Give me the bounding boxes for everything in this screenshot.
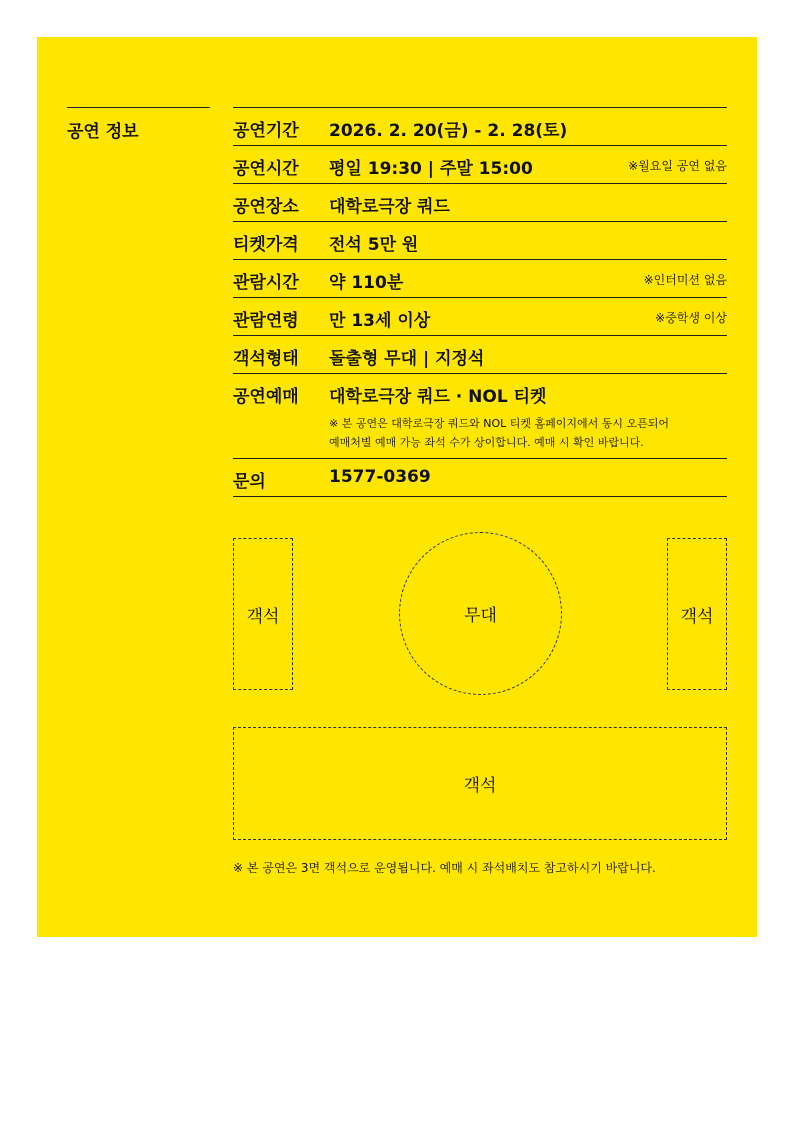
info-row-booking xyxy=(233,373,727,458)
row-note: ※월요일 공연 없음 xyxy=(628,159,727,173)
info-table xyxy=(233,107,727,497)
row-label: 문의 xyxy=(233,472,266,492)
booking-note xyxy=(329,414,727,452)
stage-area: 무대 xyxy=(399,532,562,695)
row-value: 돌출형 무대 | 지정석 xyxy=(329,349,485,369)
info-row-time xyxy=(233,145,727,183)
row-note: ※인터미션 없음 xyxy=(643,273,727,287)
row-value: 만 13세 이상 xyxy=(329,311,431,331)
info-row-price xyxy=(233,221,727,259)
row-value: 2026. 2. 20(금) - 2. 28(토) xyxy=(329,121,568,141)
seat-area-bottom: 객석 xyxy=(233,727,727,840)
info-row-contact xyxy=(233,458,727,497)
row-label: 공연장소 xyxy=(233,197,299,217)
info-row-venue xyxy=(233,183,727,221)
row-value: 1577-0369 xyxy=(329,467,431,487)
row-label: 공연예매 xyxy=(233,387,299,407)
row-label: 관람연령 xyxy=(233,311,299,331)
footnote: ※ 본 공연은 3면 객석으로 운영됩니다. 예매 시 좌석배치도 참고하시기 바랍니다. xyxy=(233,861,656,875)
row-value: 평일 19:30 | 주말 15:00 xyxy=(329,159,533,179)
info-row-seating xyxy=(233,335,727,373)
row-label: 공연기간 xyxy=(233,121,299,141)
row-value: 전석 5만 원 xyxy=(329,235,419,255)
row-label: 객석형태 xyxy=(233,349,299,369)
booking-note-line: ※ 본 공연은 대학로극장 쿼드와 NOL 티켓 홈페이지에서 동시 오픈되어 xyxy=(329,417,669,430)
row-note: ※중학생 이상 xyxy=(655,311,727,325)
info-row-period xyxy=(233,107,727,145)
section-divider xyxy=(67,107,210,108)
row-value: 대학로극장 쿼드 · NOL 티켓 xyxy=(329,387,547,407)
row-value: 약 110분 xyxy=(329,273,404,293)
seat-area-left: 객석 xyxy=(233,538,293,690)
info-row-age xyxy=(233,297,727,335)
row-value: 대학로극장 쿼드 xyxy=(329,197,450,217)
booking-note-line: 예매처별 예매 가능 좌석 수가 상이합니다. 예매 시 확인 바랍니다. xyxy=(329,436,644,449)
seat-area-right: 객석 xyxy=(667,538,727,690)
section-title: 공연 정보 xyxy=(67,122,139,142)
info-panel xyxy=(37,37,757,937)
row-label: 공연시간 xyxy=(233,159,299,179)
row-label: 관람시간 xyxy=(233,273,299,293)
info-row-duration xyxy=(233,259,727,297)
row-label: 티켓가격 xyxy=(233,235,299,255)
